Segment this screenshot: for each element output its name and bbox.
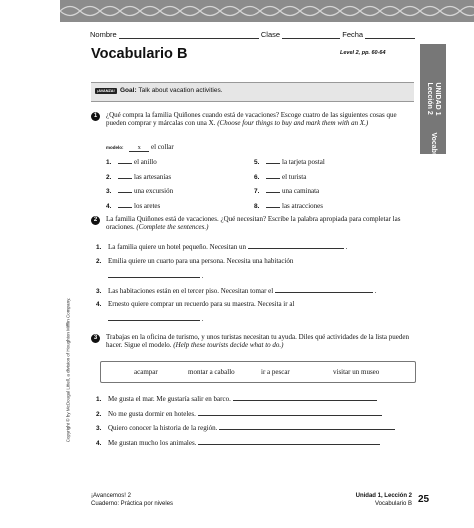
clase-label: Clase [260,30,281,39]
fecha-label: Fecha [342,30,364,39]
mark-blank[interactable] [266,186,280,193]
name-class-date-line [90,30,420,39]
mark-blank[interactable] [118,157,132,164]
book-title: ¡Avancemos! 2 [91,493,131,499]
checkbox-item: 4. los aretes [106,202,161,210]
checkbox-item: 3. una excursión [106,187,174,195]
footer-unit: Unidad 1, Lección 2 [355,493,412,499]
book-subtitle: Cuaderno: Práctica por niveles [91,501,174,507]
checkbox-item: 7. una caminata [254,187,320,195]
goal-text: Goal: Talk about vacation activities. [120,87,223,94]
answer-line[interactable] [198,438,380,445]
activity-item: 4. Me gustan mucho los animales. [96,438,380,447]
sentence-continuation: . [108,314,204,323]
activity-item: 2. No me gusta dormir en hoteles. [96,409,382,418]
section-2-number: 2 [91,216,100,225]
mark-blank[interactable] [266,157,280,164]
footer-section: Vocabulario B [374,501,412,507]
fecha-field[interactable] [365,30,415,39]
sentence-continuation: . [108,271,204,280]
checkbox-item: 8. las atracciones [254,202,324,210]
answer-line[interactable] [198,409,382,416]
sentence-item: 3. Las habitaciones están en el tercer piso. Necesitan tomar el . [96,287,377,295]
checkbox-item: 5. la tarjeta postal [254,158,325,166]
answer-line[interactable] [108,271,200,278]
sentence-item: 2. Emilia quiere un cuarto para una persona. Necesita una habitación [96,257,294,265]
word-bank [100,361,416,383]
mark-blank[interactable] [118,186,132,193]
section-1-number: 1 [91,112,100,121]
nombre-label: Nombre [90,30,117,39]
clase-field[interactable] [282,30,340,39]
activity-item: 1. Me gusta el mar. Me gustaría salir en barco. [96,394,377,403]
answer-line[interactable] [233,394,377,401]
goal-box [91,82,414,102]
model-example: modelo: x el collar [106,143,174,151]
sentence-item: 4. Ernesto quiere comprar un recuerdo para su maestra. Necesita ir al [96,300,295,308]
page-number: 25 [418,494,430,505]
answer-line[interactable] [219,423,395,430]
section-3-instructions: Trabajas en la oficina de turismo, y unos turistas necesitan tu ayuda. Diles qué actividades de la lista pueden hacer. Sigue el modelo. (Help these tourists decide what to do.) [106,333,409,350]
word-bank-item: acampar [134,368,158,376]
word-bank-item: visitar un museo [333,368,380,376]
checkbox-item: 6. el turista [254,173,307,181]
checkbox-item: 1. el anillo [106,158,157,166]
answer-line[interactable] [275,286,373,293]
level-reference: Level 2, pp. 60-64 [340,50,386,56]
mark-blank[interactable] [118,172,132,179]
side-tab-unit: UNIDAD 1 [434,82,441,116]
checkbox-item: 2. las artesanías [106,173,172,181]
side-tab-section: Vocabulario B [430,132,437,180]
decorative-banner [60,0,474,22]
mark-blank[interactable] [118,201,132,208]
avanza-badge: ¡AVANZA! [97,89,115,93]
word-bank-item: montar a caballo [188,368,235,376]
footer-left [91,492,173,508]
section-2-instructions: La familia Quiñones está de vacaciones. ¿Qué necesitan? Escribe la palabra apropiada para completar las oraciones. (Complete the sentences.) [106,215,401,232]
unit-side-tab [420,44,446,180]
mark-blank[interactable] [266,172,280,179]
footer-right [350,492,412,508]
page-title: Vocabulario B [91,46,188,62]
sentence-item: 1. La familia quiere un hotel pequeño. Necesitan un . [96,243,348,251]
activity-item: 3. Quiero conocer la historia de la región. [96,423,395,432]
section-3-number: 3 [91,334,100,343]
section-1-instructions: ¿Qué compra la familia Quiñones cuando está de vacaciones? Escoge cuatro de las siguientes cosas que pueden comprar y márcalas con una X. (Choose four things to buy and mark them with an X.) [106,111,397,128]
model-mark: x [129,145,149,152]
word-bank-item: ir a pescar [261,368,290,376]
answer-line[interactable] [248,242,344,249]
side-tab-lesson: Lección 2 [426,82,433,115]
nombre-field[interactable] [119,30,259,39]
copyright-notice: Copyright © by McDougal Littell, a division of Houghton Mifflin Company. [65,297,71,443]
answer-line[interactable] [108,314,200,321]
mark-blank[interactable] [266,201,280,208]
